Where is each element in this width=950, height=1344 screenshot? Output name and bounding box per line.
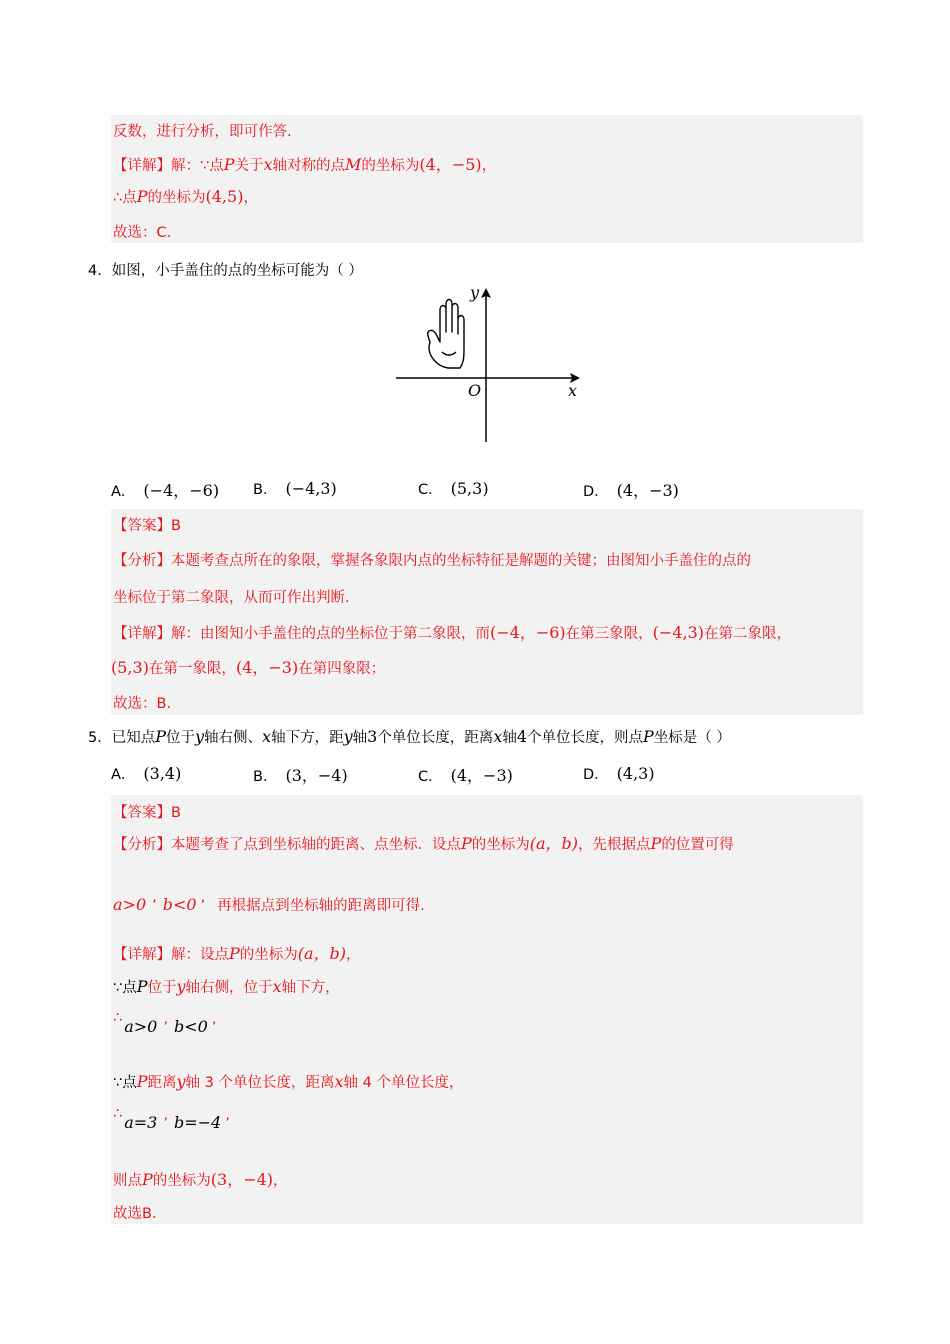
option-value: (4,3) bbox=[616, 764, 655, 783]
therefore-symbol: ∴ bbox=[113, 1010, 123, 1026]
option-letter: B． bbox=[253, 482, 278, 498]
coord: (4，−3) bbox=[235, 658, 299, 677]
therefore-symbol: ∴ bbox=[113, 1106, 123, 1122]
var-x: x bbox=[263, 155, 273, 174]
therefore-line-2 bbox=[113, 1106, 230, 1132]
therefore-line-1 bbox=[113, 1010, 217, 1036]
option-c[interactable] bbox=[418, 478, 489, 499]
var-p: P bbox=[229, 944, 240, 963]
math: a=3 bbox=[124, 1113, 158, 1132]
result-line bbox=[113, 1167, 288, 1190]
detail-line bbox=[113, 620, 791, 643]
var-m: M bbox=[345, 155, 362, 174]
option-value: (3，−4) bbox=[285, 766, 348, 785]
option-letter: A． bbox=[111, 484, 136, 500]
option-value: (4，−3) bbox=[616, 481, 679, 500]
q4-solution-block bbox=[111, 509, 863, 715]
text: 轴右侧、 bbox=[204, 730, 263, 746]
coord: (5,3) bbox=[111, 658, 149, 677]
coord: (−4，−6) bbox=[490, 623, 566, 642]
text: 已知点 bbox=[111, 730, 156, 746]
math: a>0 bbox=[113, 895, 147, 914]
text: 在第三象限， bbox=[565, 626, 653, 642]
text: 坐标是（ ） bbox=[653, 730, 731, 746]
text: ， bbox=[243, 190, 258, 206]
text: 个单位长度，则点 bbox=[527, 730, 644, 746]
text: ∴点 bbox=[113, 190, 137, 206]
analysis-line: 【分析】本题考查点所在的象限，掌握各象限内点的坐标特征是解题的关键；由图知小手盖住的点的 bbox=[113, 553, 751, 569]
option-letter: A． bbox=[111, 767, 136, 783]
text: 轴下方，距 bbox=[271, 730, 344, 746]
var-p: P bbox=[142, 1170, 153, 1189]
number: 4 bbox=[516, 727, 528, 746]
math: a>0 bbox=[124, 1017, 158, 1036]
text: 【详解】解：设点 bbox=[113, 947, 229, 963]
choice-line: 故选：B. bbox=[113, 696, 172, 712]
text: 的位置可得 bbox=[661, 837, 734, 853]
option-value: (3,4) bbox=[143, 764, 182, 783]
x-axis-label: x bbox=[568, 381, 578, 400]
var-y: y bbox=[343, 727, 353, 746]
option-value: (5,3) bbox=[450, 479, 489, 498]
option-letter: C． bbox=[418, 769, 443, 785]
option-value: (−4，−6) bbox=[143, 481, 220, 500]
answer-line: 【答案】B bbox=[113, 805, 181, 821]
text: 的坐标为 bbox=[239, 947, 298, 963]
number: 3 bbox=[367, 727, 378, 746]
option-b[interactable] bbox=[253, 478, 337, 499]
hand-icon bbox=[428, 300, 464, 369]
var-x: x bbox=[272, 977, 282, 996]
text: 距离 bbox=[147, 1075, 177, 1091]
option-letter: D． bbox=[583, 484, 609, 500]
option-letter: C． bbox=[418, 482, 443, 498]
answer-line: 【答案】B bbox=[113, 518, 181, 534]
separator: ’ bbox=[152, 898, 157, 914]
detail-tag: 【详解】 bbox=[113, 158, 171, 174]
question-number: 5． bbox=[88, 730, 112, 746]
text: 【分析】本题考查了点到坐标轴的距离、点坐标．设点 bbox=[113, 837, 461, 853]
text: 的坐标为 bbox=[147, 190, 206, 206]
separator: ’ bbox=[163, 1116, 168, 1132]
choice-line: 故选B. bbox=[113, 1206, 157, 1222]
detail-line bbox=[113, 941, 361, 964]
text: 的坐标为 bbox=[471, 837, 530, 853]
detail-line-3 bbox=[113, 1071, 463, 1092]
q3-solution-line1: 反数，进行分析，即可作答. bbox=[113, 124, 292, 140]
option-c[interactable] bbox=[418, 763, 513, 786]
q5-solution-block bbox=[111, 795, 863, 1224]
coord: (3，−4) bbox=[210, 1170, 274, 1189]
option-value: (4，−3) bbox=[450, 766, 513, 785]
coord: (4,5) bbox=[205, 187, 244, 206]
text: 解：∵点 bbox=[171, 158, 224, 174]
var-y: y bbox=[176, 977, 186, 996]
detail-line-2 bbox=[111, 655, 385, 678]
text: 轴 bbox=[352, 730, 368, 746]
option-a[interactable] bbox=[111, 478, 219, 501]
option-b[interactable] bbox=[253, 763, 348, 786]
analysis-line bbox=[113, 831, 734, 854]
coord: (4，−5) bbox=[419, 155, 482, 174]
var-x: x bbox=[493, 727, 503, 746]
detail-line-2 bbox=[113, 976, 340, 997]
var-p: P bbox=[461, 834, 472, 853]
text: 则点 bbox=[113, 1173, 142, 1189]
analysis-line-2 bbox=[113, 894, 425, 915]
var-p: P bbox=[136, 977, 148, 996]
text: 在第一象限， bbox=[148, 661, 236, 677]
q5-question bbox=[88, 726, 731, 747]
text: 轴下方， bbox=[281, 980, 340, 996]
math: b<0 bbox=[162, 895, 197, 914]
var-y: y bbox=[176, 1072, 186, 1091]
text: 轴 4 个单位长度， bbox=[343, 1075, 464, 1091]
option-value: (−4,3) bbox=[285, 479, 337, 498]
text: 轴右侧，位于 bbox=[185, 980, 273, 996]
math: b<0 bbox=[173, 1017, 208, 1036]
question-text: 如图，小手盖住的点的坐标可能为（ ） bbox=[111, 263, 363, 279]
coord: (−4,3) bbox=[652, 623, 705, 642]
var-p: P bbox=[223, 155, 235, 174]
var-p: P bbox=[136, 187, 148, 206]
text: 轴对称的点 bbox=[272, 158, 346, 174]
var-p: P bbox=[650, 834, 662, 853]
var-x: x bbox=[262, 727, 272, 746]
option-letter: D． bbox=[583, 767, 609, 783]
text: ， bbox=[346, 947, 361, 963]
question-number: 4． bbox=[88, 263, 112, 279]
text: ，先根据点 bbox=[578, 837, 651, 853]
q4-question bbox=[88, 259, 363, 280]
text: ∵点 bbox=[113, 980, 137, 996]
y-axis-label: y bbox=[470, 283, 480, 302]
separator: ’ bbox=[163, 1020, 168, 1036]
text: 位于 bbox=[147, 980, 177, 996]
text: ， bbox=[273, 1173, 288, 1189]
text: 关于 bbox=[234, 158, 264, 174]
separator: ’ bbox=[225, 1116, 230, 1132]
var-p: P bbox=[136, 1072, 148, 1091]
option-d[interactable] bbox=[583, 478, 679, 501]
text: 轴 3 个单位长度，距离 bbox=[185, 1075, 335, 1091]
text: 的坐标为 bbox=[361, 158, 420, 174]
option-a[interactable] bbox=[111, 763, 181, 784]
text: ∵点 bbox=[113, 1075, 137, 1091]
separator: ’ bbox=[200, 898, 206, 914]
origin-label: O bbox=[468, 381, 482, 400]
text: 在第二象限， bbox=[704, 626, 792, 642]
math: b=−4 bbox=[173, 1113, 222, 1132]
analysis-line-2: 坐标位于第二象限，从而可作出判断. bbox=[113, 590, 350, 606]
text: 在第四象限； bbox=[298, 661, 386, 677]
text: 的坐标为 bbox=[152, 1173, 211, 1189]
var-p: P bbox=[643, 727, 654, 746]
q3-detail-line bbox=[113, 152, 496, 175]
var-p: P bbox=[155, 727, 166, 746]
text: 轴 bbox=[502, 730, 517, 746]
q3-choice-line: 故选：C. bbox=[113, 225, 172, 241]
q3-solution-block bbox=[111, 115, 863, 243]
q4-coordinate-figure bbox=[390, 282, 590, 447]
var-y: y bbox=[195, 727, 205, 746]
coord: (a，b) bbox=[297, 944, 347, 963]
coord: (a，b) bbox=[529, 834, 579, 853]
q3-conclusion-line bbox=[113, 186, 258, 207]
text: 个单位长度，距离 bbox=[377, 730, 494, 746]
option-d[interactable] bbox=[583, 763, 655, 784]
text: ， bbox=[481, 158, 497, 174]
text: 再根据点到坐标轴的距离即可得. bbox=[217, 898, 425, 914]
option-letter: B． bbox=[253, 769, 278, 785]
text: 【详解】解：由图知小手盖住的点的坐标位于第二象限，而 bbox=[113, 626, 490, 642]
var-x: x bbox=[334, 1072, 344, 1091]
separator: ’ bbox=[211, 1020, 217, 1036]
text: 位于 bbox=[166, 730, 195, 746]
